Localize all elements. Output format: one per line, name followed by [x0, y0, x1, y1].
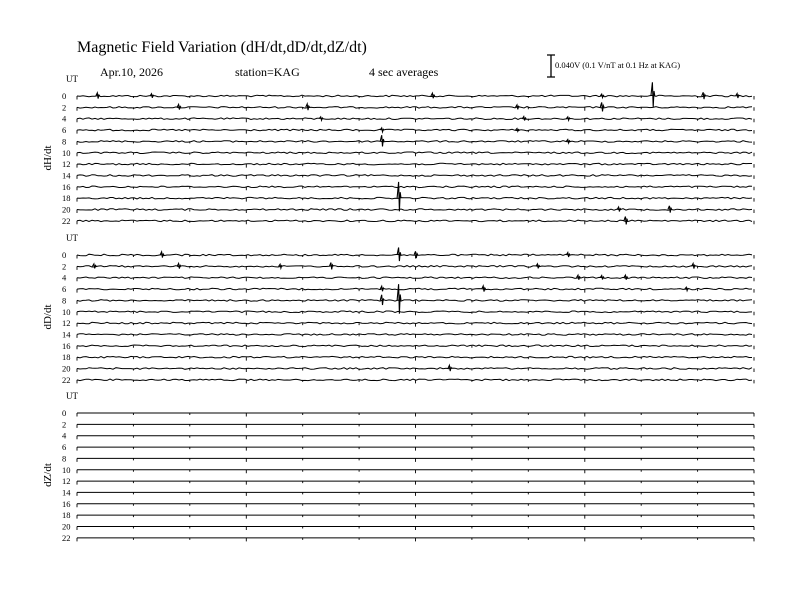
row-hour-label: 2 — [62, 419, 67, 430]
trace-row — [77, 277, 752, 279]
ut-axis-label: UT — [66, 233, 78, 243]
trace-spike — [177, 264, 181, 269]
trace-spike — [329, 263, 333, 270]
trace-row — [77, 266, 752, 268]
row-hour-label: 0 — [62, 91, 67, 101]
time-ticks — [77, 334, 754, 338]
trace-spike — [380, 135, 384, 146]
row-hour-label: 14 — [62, 329, 71, 340]
row-hour-label: 10 — [62, 306, 71, 317]
trace-spike — [522, 117, 526, 121]
row-hour-label: 8 — [62, 453, 67, 464]
time-ticks — [77, 413, 754, 417]
trace-spike — [177, 105, 181, 110]
averaging-label: 4 sec averages — [369, 65, 439, 79]
panel-ylabel: dH/dt — [42, 145, 54, 171]
trace-spike — [306, 104, 310, 110]
time-ticks — [77, 538, 754, 542]
trace-row — [77, 209, 752, 211]
row-hour-label: 18 — [62, 510, 71, 521]
trace-spike — [482, 286, 486, 292]
time-ticks — [77, 130, 754, 134]
row-hour-label: 10 — [62, 464, 71, 475]
time-ticks — [77, 278, 754, 282]
trace-spike — [736, 94, 740, 99]
trace-spike — [96, 93, 100, 99]
trace-spike — [668, 206, 672, 213]
trace-spike — [380, 286, 384, 291]
trace-row — [77, 107, 752, 109]
time-ticks — [77, 504, 754, 508]
station-label: station=KAG — [235, 65, 300, 79]
trace-spike — [624, 275, 628, 280]
ut-axis-label: UT — [66, 74, 78, 84]
trace-spike — [516, 105, 520, 110]
trace-row — [77, 175, 752, 177]
trace-row — [77, 334, 752, 336]
trace-row — [77, 368, 752, 370]
trace-spike — [600, 94, 604, 97]
row-hour-label: 16 — [62, 340, 71, 351]
time-ticks — [77, 357, 754, 361]
time-ticks — [77, 527, 754, 531]
trace-spike — [702, 92, 706, 99]
trace-spike — [319, 117, 323, 120]
time-ticks — [77, 492, 754, 496]
trace-row — [77, 288, 752, 290]
row-hour-label: 0 — [62, 250, 67, 260]
trace-spike — [380, 295, 384, 305]
row-hour-label: 6 — [62, 442, 67, 453]
trace-spike — [624, 217, 628, 225]
row-hour-label: 4 — [62, 113, 67, 124]
row-hour-label: 20 — [62, 363, 71, 374]
trace-row — [77, 118, 752, 120]
trace-spike — [566, 140, 570, 143]
trace-spike — [692, 264, 696, 269]
trace-spike — [414, 251, 418, 258]
trace-row — [77, 186, 752, 188]
ut-axis-label: UT — [66, 391, 78, 401]
row-hour-label: 12 — [62, 318, 71, 329]
row-hour-label: 14 — [62, 487, 71, 498]
row-hour-label: 20 — [62, 521, 71, 532]
trace-row — [77, 379, 752, 381]
trace-row — [77, 197, 752, 199]
trace-spike — [160, 252, 164, 258]
time-ticks — [77, 470, 754, 474]
time-ticks — [77, 447, 754, 451]
trace-row — [77, 300, 752, 302]
row-hour-label: 18 — [62, 193, 71, 204]
trace-spike — [536, 264, 540, 269]
trace-row — [77, 141, 752, 143]
row-hour-label: 16 — [62, 181, 71, 192]
trace-spike — [279, 264, 283, 268]
trace-row — [77, 345, 752, 347]
time-ticks — [77, 436, 754, 440]
row-hour-label: 2 — [62, 102, 67, 113]
trace-row — [77, 311, 752, 313]
row-hour-label: 18 — [62, 352, 71, 363]
trace-row — [77, 152, 752, 154]
trace-spike — [92, 264, 96, 269]
trace-spike — [600, 276, 604, 280]
row-hour-label: 6 — [62, 125, 67, 136]
time-ticks — [77, 153, 754, 157]
row-hour-label: 22 — [62, 215, 71, 226]
row-hour-label: 4 — [62, 272, 67, 283]
trace-spike — [448, 365, 452, 371]
row-hour-label: 0 — [62, 408, 67, 418]
date-label: Apr.10, 2026 — [100, 65, 163, 79]
row-hour-label: 8 — [62, 295, 67, 306]
trace-spike — [617, 207, 621, 212]
row-hour-label: 2 — [62, 261, 67, 272]
trace-row — [77, 163, 752, 165]
row-hour-label: 4 — [62, 430, 67, 441]
row-hour-label: 22 — [62, 532, 71, 543]
time-ticks — [77, 515, 754, 519]
trace-spike — [431, 93, 435, 98]
row-hour-label: 12 — [62, 159, 71, 170]
trace-spike — [685, 287, 689, 290]
scale-bar — [547, 55, 555, 77]
chart-title: Magnetic Field Variation (dH/dt,dD/dt,dZ/dt) — [77, 39, 367, 56]
panel-ylabel: dZ/dt — [42, 463, 54, 487]
trace-spike — [397, 248, 401, 262]
scale-note: 0.040V (0.1 V/nT at 0.1 Hz at KAG) — [555, 60, 681, 70]
trace-spike — [651, 82, 655, 107]
row-hour-label: 16 — [62, 498, 71, 509]
trace-spike — [380, 128, 384, 132]
trace-row — [77, 356, 752, 358]
row-hour-label: 12 — [62, 476, 71, 487]
panel-ylabel: dD/dt — [42, 304, 54, 330]
trace-spike — [150, 94, 154, 98]
trace-spike — [566, 117, 570, 120]
trace-spike — [397, 284, 401, 314]
time-ticks — [77, 300, 754, 304]
time-ticks — [77, 458, 754, 462]
row-hour-label: 22 — [62, 374, 71, 385]
time-ticks — [77, 481, 754, 485]
trace-row — [77, 129, 752, 131]
row-hour-label: 6 — [62, 284, 67, 295]
row-hour-label: 14 — [62, 170, 71, 181]
trace-row — [77, 322, 752, 324]
trace-spike — [577, 275, 581, 280]
row-hour-label: 8 — [62, 136, 67, 147]
trace-spike — [566, 253, 570, 258]
trace-row — [77, 220, 752, 222]
row-hour-label: 20 — [62, 204, 71, 215]
row-hour-label: 10 — [62, 147, 71, 158]
trace-spike — [600, 102, 604, 111]
time-ticks — [77, 424, 754, 428]
